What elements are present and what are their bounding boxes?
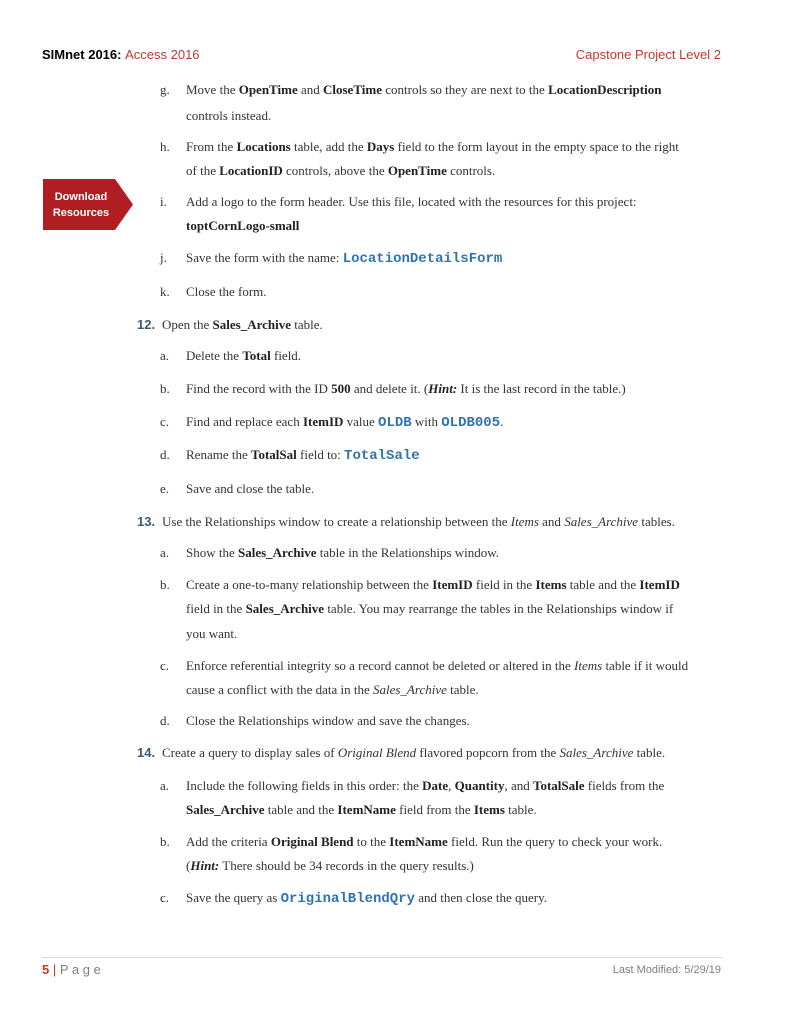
badge-line-2: Resources — [52, 207, 110, 219]
step-g-label: g. — [160, 82, 170, 97]
step-i-text: Add a logo to the form header. Use this file, located with the resources for this project: — [186, 194, 637, 209]
step-14b-text-2: (Hint: There should be 34 records in the query results.) — [186, 858, 474, 873]
download-resources-badge[interactable] — [43, 179, 133, 230]
step-13c-label: c. — [160, 658, 170, 673]
step-12a-label: a. — [160, 348, 170, 363]
step-14-number: 14. — [137, 745, 156, 760]
step-13c-text-2: cause a conflict with the data in the Sales_Archive table. — [186, 682, 479, 697]
step-12c-label: c. — [160, 414, 170, 429]
step-12-number: 12. — [137, 317, 156, 332]
footer-divider — [42, 957, 722, 958]
step-14c-label: c. — [160, 890, 170, 905]
step-g-text: Move the OpenTime and CloseTime controls so they are next to the LocationDescription — [186, 82, 662, 97]
step-12-text: Open the Sales_Archive table. — [162, 317, 323, 332]
step-12a-text: Delete the Total field. — [186, 348, 302, 363]
step-12e-label: e. — [160, 481, 170, 496]
step-j-text: Save the form with the name: LocationDetailsForm — [186, 250, 503, 267]
step-h-label: h. — [160, 139, 170, 154]
step-13b-text: Create a one-to-many relationship between the ItemID field in the Items table and the ItemID — [186, 577, 680, 592]
step-12b-label: b. — [160, 381, 170, 396]
step-12d-text: Rename the TotalSal field to: TotalSale — [186, 447, 420, 464]
step-13b-label: b. — [160, 577, 170, 592]
step-14b-text: Add the criteria Original Blend to the ItemName field. Run the query to check your work. — [186, 834, 663, 849]
header-left — [42, 47, 200, 62]
app-name: Access 2016 — [125, 47, 200, 62]
step-12e-text: Save and close the table. — [186, 481, 315, 496]
step-13d-label: d. — [160, 713, 170, 728]
step-k-label: k. — [160, 284, 170, 299]
step-14c-text: Save the query as OriginalBlendQry and then close the query. — [186, 890, 548, 907]
step-13-text: Use the Relationships window to create a relationship between the Items and Sales_Archive tables. — [162, 514, 675, 529]
badge-label — [43, 189, 119, 221]
step-i-label: i. — [160, 194, 167, 209]
step-13b-text-3: you want. — [186, 626, 238, 641]
step-13-number: 13. — [137, 514, 156, 529]
badge-line-1: Download — [54, 191, 108, 203]
step-g-text-2: controls instead. — [186, 108, 272, 123]
step-14-text: Create a query to display sales of Original Blend flavored popcorn from the Sales_Archive table. — [162, 745, 666, 760]
step-13a-label: a. — [160, 545, 170, 560]
step-12c-text: Find and replace each ItemID value OLDB with OLDB005. — [186, 414, 504, 431]
last-modified: Last Modified: 5/29/19 — [612, 964, 721, 976]
step-14b-label: b. — [160, 834, 170, 849]
step-h-text: From the Locations table, add the Days field to the form layout in the empty space to the right — [186, 139, 679, 154]
product-name: SIMnet 2016: — [42, 47, 126, 62]
step-h-text-2: of the LocationID controls, above the OpenTime controls. — [186, 163, 496, 178]
step-13a-text: Show the Sales_Archive table in the Relationships window. — [186, 545, 500, 560]
step-k-text: Close the form. — [186, 284, 267, 299]
page-number: 5 | P a g e — [42, 962, 101, 977]
step-i-filename: toptCornLogo-small — [186, 218, 300, 233]
step-14a-label: a. — [160, 778, 170, 793]
step-j-label: j. — [160, 250, 167, 265]
step-13d-text: Close the Relationships window and save the changes. — [186, 713, 470, 728]
step-14a-text: Include the following fields in this order: the Date, Quantity, and TotalSale fields from the — [186, 778, 665, 793]
step-12b-text: Find the record with the ID 500 and delete it. (Hint: It is the last record in the table.) — [186, 381, 626, 396]
step-13c-text: Enforce referential integrity so a record cannot be deleted or altered in the Items table if it would — [186, 658, 689, 673]
step-12d-label: d. — [160, 447, 170, 462]
step-13b-text-2: field in the Sales_Archive table. You may rearrange the tables in the Relationships window if — [186, 601, 674, 616]
step-14a-text-2: Sales_Archive table and the ItemName field from the Items table. — [186, 802, 537, 817]
project-title: Capstone Project Level 2 — [575, 47, 721, 62]
